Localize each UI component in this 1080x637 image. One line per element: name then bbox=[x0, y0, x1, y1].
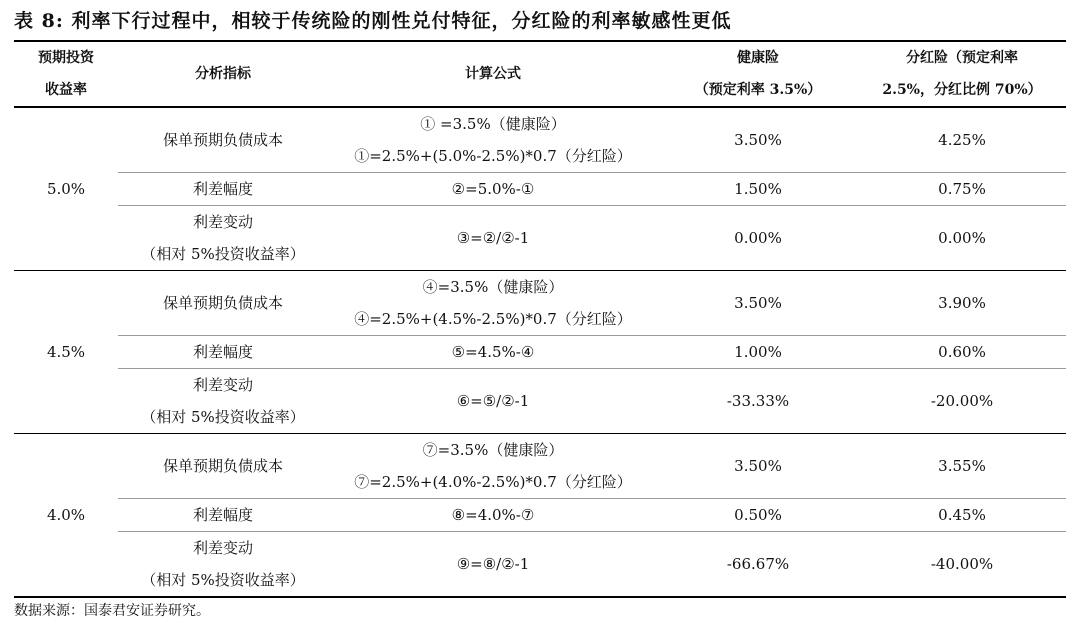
formula-cell-line: ②=5.0%-① bbox=[451, 180, 535, 198]
header-health-line2: （预定利率 3.5%） bbox=[694, 82, 822, 98]
formula-cell-line: ⑧=4.0%-⑦ bbox=[451, 506, 535, 524]
metric-cell-line: （相对 5%投资收益率） bbox=[141, 571, 305, 589]
metric-cell-line: （相对 5%投资收益率） bbox=[141, 408, 305, 426]
table-title: 表 8: 利率下行过程中，相较于传统险的刚性兑付特征，分红险的利率敏感性更低 bbox=[14, 10, 732, 32]
health-value-cell: 3.50% bbox=[658, 434, 858, 499]
health-value-cell: -66.67% bbox=[658, 532, 858, 598]
header-health-line1: 健康险 bbox=[737, 50, 779, 66]
metric-cell-line: 保单预期负债成本 bbox=[162, 294, 283, 312]
header-dividend-insurance bbox=[858, 41, 1066, 107]
metric-cell-line: 利差变动 bbox=[192, 376, 253, 394]
formula-cell bbox=[328, 499, 658, 532]
metric-cell bbox=[118, 434, 328, 499]
health-value-cell: 0.50% bbox=[658, 499, 858, 532]
health-value-cell: 1.50% bbox=[658, 173, 858, 206]
formula-cell-line: ③=②/②-1 bbox=[456, 229, 530, 247]
health-value-cell: 1.00% bbox=[658, 336, 858, 369]
formula-cell-line: ① =3.5%（健康险） bbox=[420, 115, 566, 133]
metric-cell-line: 保单预期负债成本 bbox=[162, 457, 283, 475]
table-row bbox=[14, 532, 1066, 598]
expected-return-cell: 4.0% bbox=[14, 434, 118, 598]
dividend-value-cell: -40.00% bbox=[858, 532, 1066, 598]
metric-cell bbox=[118, 271, 328, 336]
formula-cell bbox=[328, 107, 658, 173]
formula-cell bbox=[328, 434, 658, 499]
health-value-cell: 3.50% bbox=[658, 271, 858, 336]
table-row bbox=[14, 369, 1066, 434]
metric-cell bbox=[118, 532, 328, 598]
formula-cell-line: ④=3.5%（健康险） bbox=[422, 278, 564, 296]
table-row bbox=[14, 336, 1066, 369]
dividend-value-cell: 0.60% bbox=[858, 336, 1066, 369]
metric-cell-line: （相对 5%投资收益率） bbox=[141, 245, 305, 263]
table-row bbox=[14, 206, 1066, 271]
formula-cell bbox=[328, 271, 658, 336]
data-source-note: 数据来源：国泰君安证券研究。 bbox=[14, 603, 210, 619]
dividend-value-cell: 0.45% bbox=[858, 499, 1066, 532]
dividend-value-cell: 0.00% bbox=[858, 206, 1066, 271]
metric-cell bbox=[118, 107, 328, 173]
dividend-value-cell: 3.55% bbox=[858, 434, 1066, 499]
formula-cell bbox=[328, 532, 658, 598]
header-expected-return-line2: 收益率 bbox=[45, 82, 87, 98]
metric-cell bbox=[118, 499, 328, 532]
health-value-cell: 0.00% bbox=[658, 206, 858, 271]
metric-cell bbox=[118, 369, 328, 434]
metric-cell-line: 利差幅度 bbox=[192, 180, 253, 198]
dividend-value-cell: 0.75% bbox=[858, 173, 1066, 206]
table-header bbox=[14, 41, 1066, 107]
header-formula: 计算公式 bbox=[328, 41, 658, 107]
formula-cell-line: ⑦=2.5%+(4.0%-2.5%)*0.7（分红险） bbox=[354, 473, 632, 491]
rate-sensitivity-table bbox=[14, 40, 1066, 598]
header-expected-return-line1: 预期投资 bbox=[38, 50, 94, 66]
dividend-value-cell: -20.00% bbox=[858, 369, 1066, 434]
header-metric: 分析指标 bbox=[118, 41, 328, 107]
health-value-cell: -33.33% bbox=[658, 369, 858, 434]
formula-cell-line: ⑦=3.5%（健康险） bbox=[422, 441, 564, 459]
header-dividend-line1: 分红险（预定利率 bbox=[906, 50, 1018, 66]
table-row bbox=[14, 434, 1066, 499]
metric-cell-line: 利差变动 bbox=[192, 539, 253, 557]
formula-cell bbox=[328, 206, 658, 271]
formula-cell-line: ⑨=⑧/②-1 bbox=[456, 555, 530, 573]
formula-cell bbox=[328, 173, 658, 206]
expected-return-cell: 5.0% bbox=[14, 107, 118, 271]
header-dividend-line2: 2.5%，分红比例 70%） bbox=[882, 82, 1042, 98]
metric-cell bbox=[118, 336, 328, 369]
table-row bbox=[14, 173, 1066, 206]
formula-cell-line: ⑥=⑤/②-1 bbox=[456, 392, 530, 410]
metric-cell bbox=[118, 173, 328, 206]
metric-cell-line: 利差变动 bbox=[192, 213, 253, 231]
formula-cell-line: ①=2.5%+(5.0%-2.5%)*0.7（分红险） bbox=[354, 147, 632, 165]
health-value-cell: 3.50% bbox=[658, 107, 858, 173]
table-row bbox=[14, 499, 1066, 532]
metric-cell-line: 利差幅度 bbox=[192, 506, 253, 524]
metric-cell-line: 利差幅度 bbox=[192, 343, 253, 361]
metric-cell-line: 保单预期负债成本 bbox=[162, 131, 283, 149]
dividend-value-cell: 3.90% bbox=[858, 271, 1066, 336]
formula-cell-line: ⑤=4.5%-④ bbox=[451, 343, 535, 361]
formula-cell bbox=[328, 336, 658, 369]
dividend-value-cell: 4.25% bbox=[858, 107, 1066, 173]
table-row bbox=[14, 107, 1066, 173]
formula-cell bbox=[328, 369, 658, 434]
formula-cell-line: ④=2.5%+(4.5%-2.5%)*0.7（分红险） bbox=[354, 310, 632, 328]
metric-cell bbox=[118, 206, 328, 271]
expected-return-cell: 4.5% bbox=[14, 271, 118, 434]
header-expected-return bbox=[14, 41, 118, 107]
header-health-insurance bbox=[658, 41, 858, 107]
table-row bbox=[14, 271, 1066, 336]
table-body bbox=[14, 107, 1066, 597]
